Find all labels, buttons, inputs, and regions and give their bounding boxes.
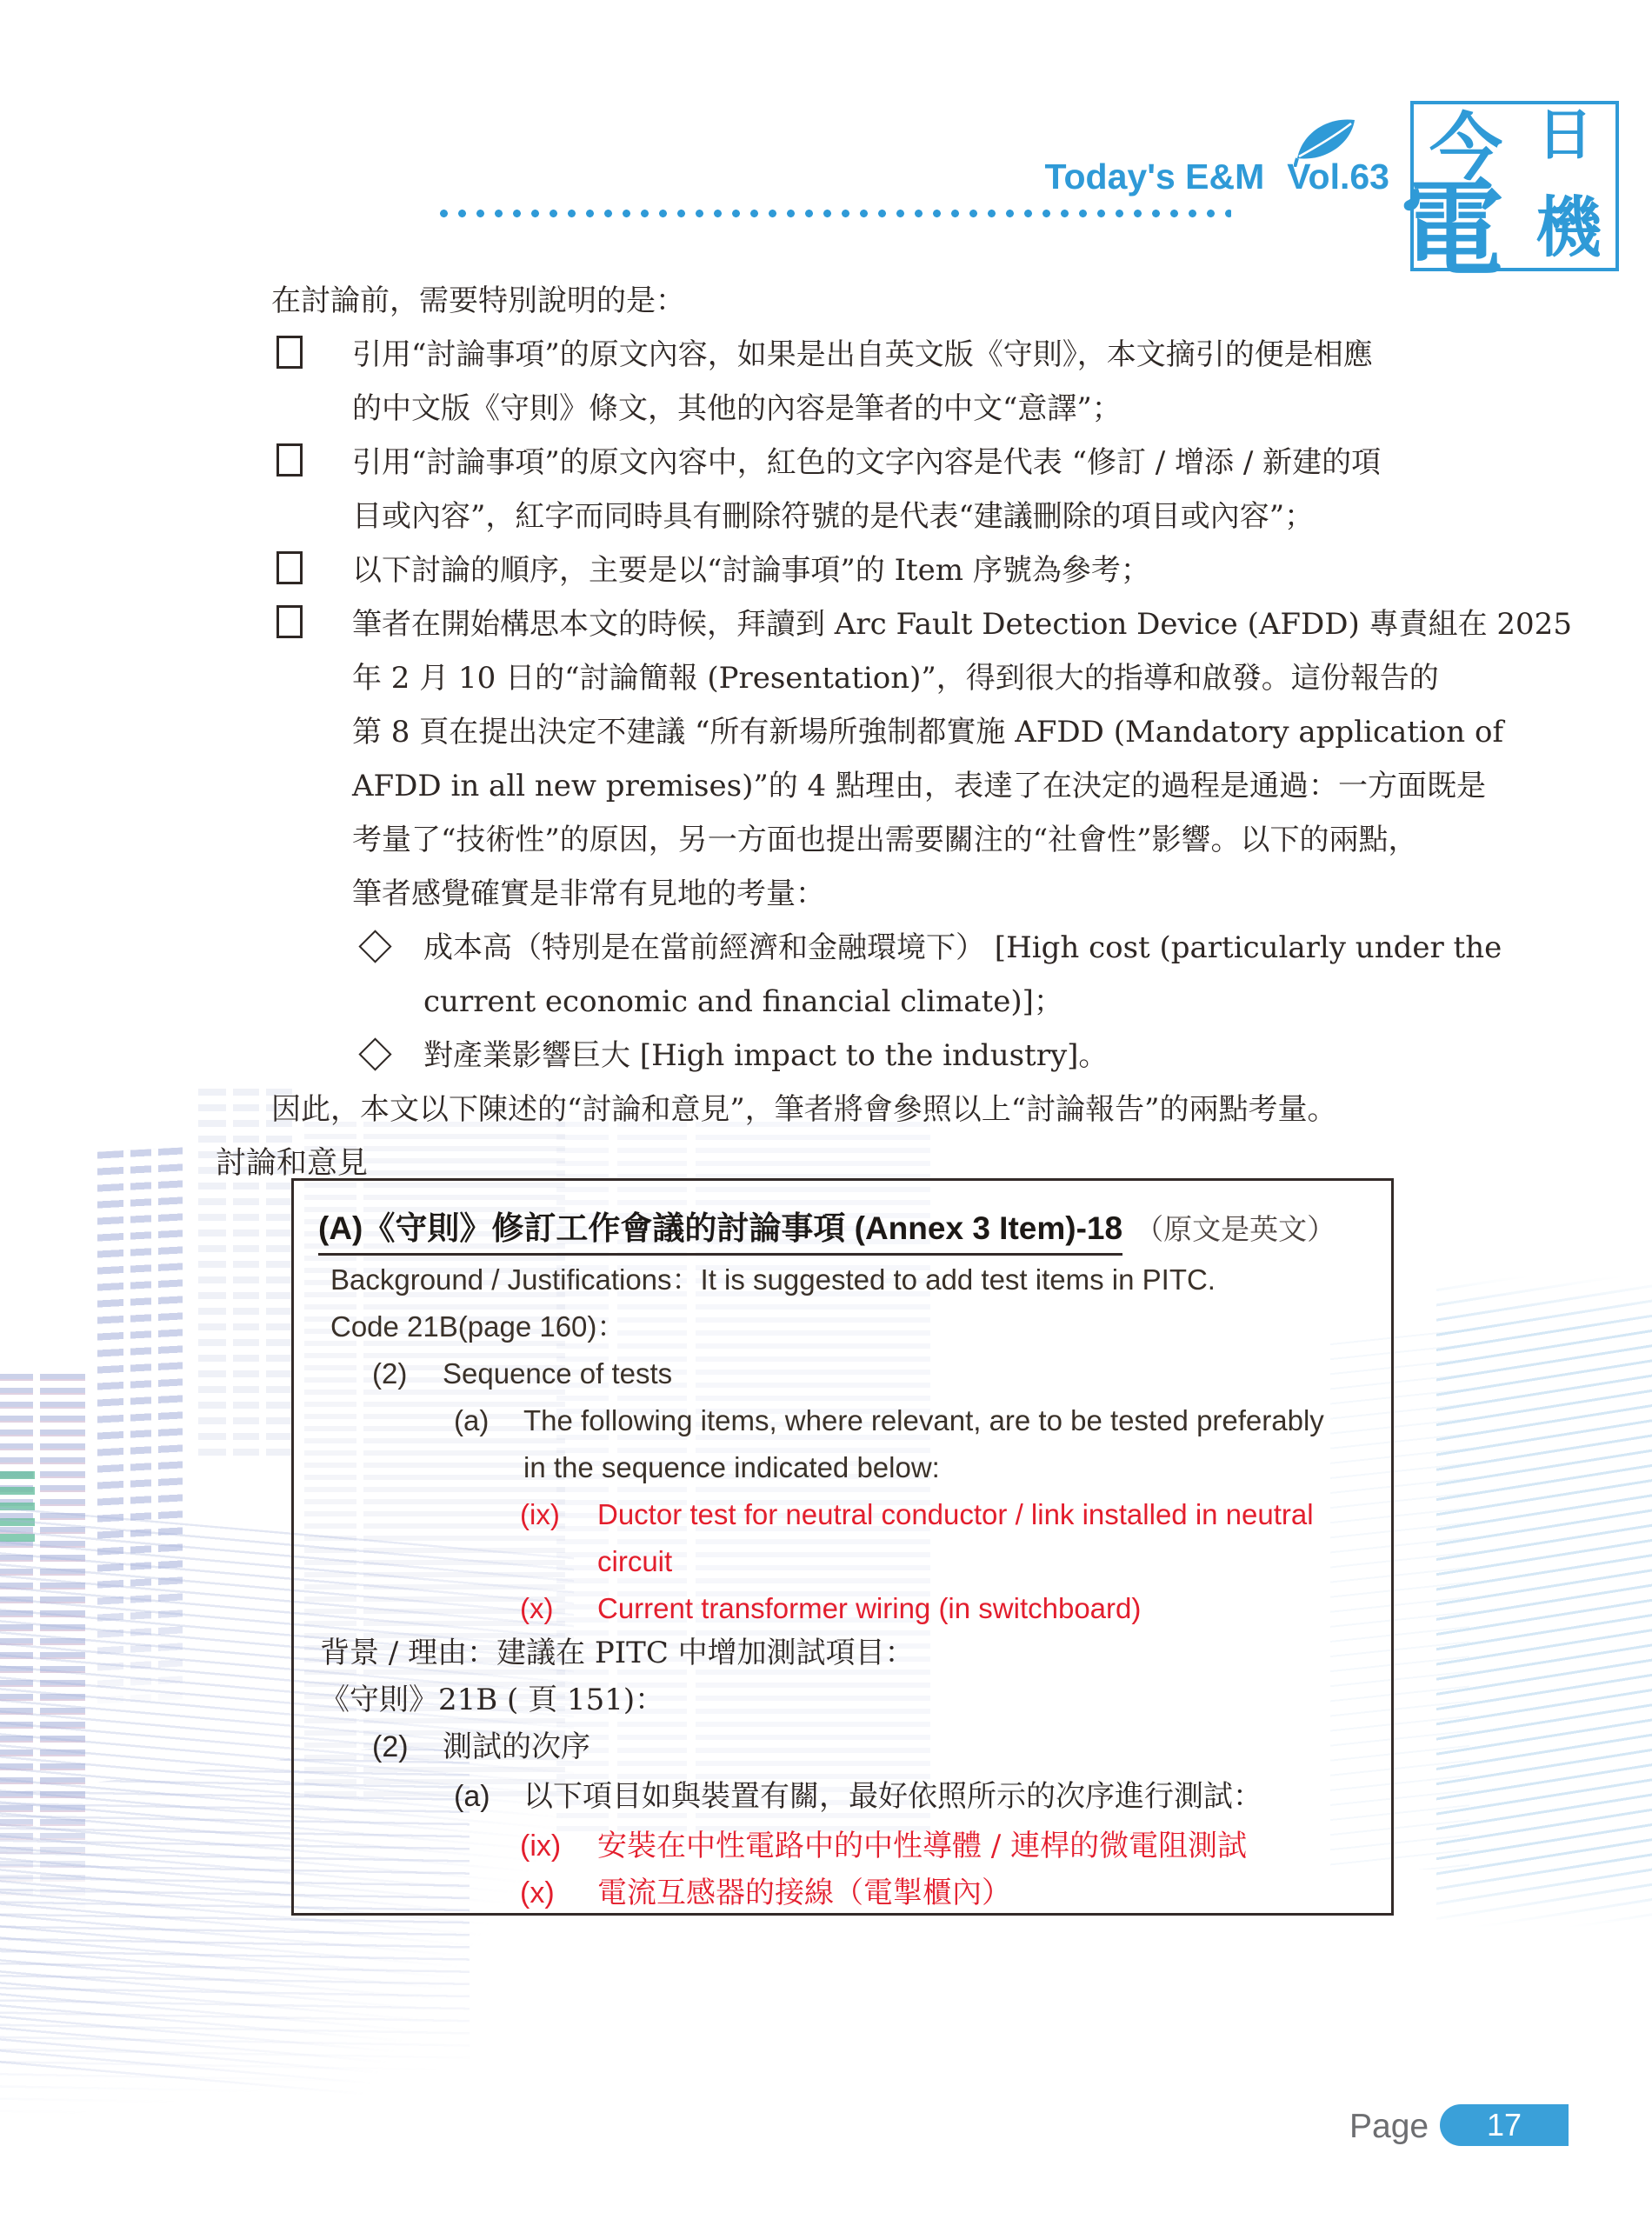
logo-today-em <box>1400 101 1619 290</box>
list-marker: (ix) <box>520 1498 560 1530</box>
list-marker: (x) <box>520 1876 555 1909</box>
bullet3-line1: 以下討論的順序，主要是以“討論事項”的 Item 序號為參考； <box>352 553 1150 588</box>
building-art-left-tall <box>97 1147 183 1715</box>
intro-lead: 在討論前，需要特別說明的是： <box>271 283 685 318</box>
bullet2-line1: 引用“討論事項”的原文內容中，紅色的文字內容是代表 “修訂 / 增添 / 新建的項 <box>352 445 1382 480</box>
bullet4-line5: 考量了“技術性”的原因，另一方面也提出需要關注的“社會性”影響。以下的兩點， <box>352 823 1418 857</box>
logo-char-ri: 日 <box>1537 103 1593 168</box>
box-line-code-en: Code 21B(page 160)： <box>330 1310 626 1343</box>
box-line-a1 <box>454 1402 1324 1440</box>
list-marker: (a) <box>454 1404 490 1436</box>
list-text: 電流互感器的接線（電掣櫃內） <box>597 1876 1011 1910</box>
journal-volume: Vol.63 <box>1287 157 1389 197</box>
building-art-left-edge <box>0 1374 85 1913</box>
journal-name: Today's E&M <box>1044 157 1265 197</box>
leaf-icon <box>1294 113 1358 170</box>
list-text: Ductor test for neutral conductor / link installed in neutral <box>597 1498 1314 1530</box>
diamond1-line2: current economic and financial climate)]； <box>423 984 1063 1019</box>
diamond1-line1: 成本高（特別是在當前經濟和金融環境下） [High cost (particularly under the <box>423 930 1502 965</box>
box-line-a2: in the sequence indicated below: <box>523 1451 940 1483</box>
checkbox-bullet-icon <box>276 336 303 369</box>
list-marker: (x) <box>520 1592 554 1624</box>
bullet4-line3: 第 8 頁在提出決定不建議 “所有新場所強制都實施 AFDD (Mandatory application of <box>352 715 1504 750</box>
logo-char-dian: 電 <box>1400 168 1504 290</box>
diamond-bullet-icon <box>358 930 391 963</box>
box-line-ix2-en: circuit <box>597 1545 673 1577</box>
section-heading: 討論和意見 <box>216 1146 369 1181</box>
list-marker: (2) <box>372 1730 409 1763</box>
bullet1-line1: 引用“討論事項”的原文內容，如果是出自英文版《守則》，本文摘引的便是相應 <box>352 337 1373 372</box>
list-text: 測試的次序 <box>443 1729 590 1764</box>
discussion-box-a <box>291 1178 1394 1916</box>
dotted-rule <box>435 209 1231 218</box>
box-a-title-main: (A)《守則》修訂工作會議的討論事項 (Annex 3 Item)-18 <box>318 1210 1122 1256</box>
diamond2-line1: 對產業影響巨大 [High impact to the industry]。 <box>423 1038 1109 1073</box>
bullet2-line2: 目或內容”，紅字而同時具有刪除符號的是代表“建議刪除的項目或內容”； <box>352 499 1315 534</box>
bullet1-line2: 的中文版《守則》條文，其他的內容是筆者的中文“意譯”； <box>352 391 1122 426</box>
box-line-x-zh <box>520 1874 1011 1912</box>
list-marker: (ix) <box>520 1829 562 1863</box>
list-text: 以下項目如與裝置有關，最好依照所示的次序進行測試： <box>523 1779 1262 1814</box>
box-line-background-en: Background / Justifications：It is suggested to add test items in PITC. <box>330 1263 1216 1296</box>
page-label: Page <box>1349 2108 1429 2145</box>
diamond-bullet-icon <box>358 1037 391 1070</box>
bullet4-line4: AFDD in all new premises)”的 4 點理由，表達了在決定的過程是通過：一方面既是 <box>352 769 1486 803</box>
list-marker: (2) <box>372 1357 408 1390</box>
teal-accent-tiles <box>0 1471 35 1548</box>
list-marker: (a) <box>454 1780 490 1813</box>
list-text: 安裝在中性電路中的中性導體 / 連桿的微電阻測試 <box>597 1829 1248 1863</box>
logo-char-jin: 今 <box>1429 104 1503 190</box>
box-line-code-zh: 《守則》21B ( 頁 151)： <box>320 1683 665 1717</box>
box-a-title <box>318 1202 1336 1249</box>
logo-char-ji: 機 <box>1535 189 1602 266</box>
list-text: Current transformer wiring (in switchboard) <box>597 1592 1142 1624</box>
box-line-seq-zh <box>372 1728 590 1766</box>
bullet4-line1: 筆者在開始構思本文的時候，拜讀到 Arc Fault Detection Device (AFDD) 專責組在 2025 <box>352 607 1572 642</box>
checkbox-bullet-icon <box>276 443 303 477</box>
intro-closing: 因此，本文以下陳述的“討論和意見”，筆者將會參照以上“討論報告”的兩點考量。 <box>271 1092 1337 1127</box>
box-line-x-en <box>520 1590 1141 1628</box>
page-number-badge: 17 <box>1440 2104 1569 2146</box>
box-line-ix-zh <box>520 1827 1247 1865</box>
checkbox-bullet-icon <box>276 605 303 638</box>
box-line-seq <box>372 1355 672 1393</box>
bullet4-line6: 筆者感覺確實是非常有見地的考量： <box>352 876 825 911</box>
box-line-ix-en <box>520 1496 1314 1534</box>
list-text: The following items, where relevant, are to be tested preferably <box>523 1404 1324 1436</box>
list-text: Sequence of tests <box>443 1357 673 1390</box>
box-a-title-note: （原文是英文） <box>1135 1212 1336 1246</box>
box-line-background-zh: 背景 / 理由：建議在 PITC 中增加測試項目： <box>320 1636 915 1670</box>
diagonal-lines-right <box>1436 1276 1652 1927</box>
box-line-a-zh <box>454 1777 1262 1816</box>
checkbox-bullet-icon <box>276 551 303 584</box>
bullet4-line2: 年 2 月 10 日的“討論簡報 (Presentation)”，得到很大的指導和啟發。這份報告的 <box>352 661 1439 696</box>
